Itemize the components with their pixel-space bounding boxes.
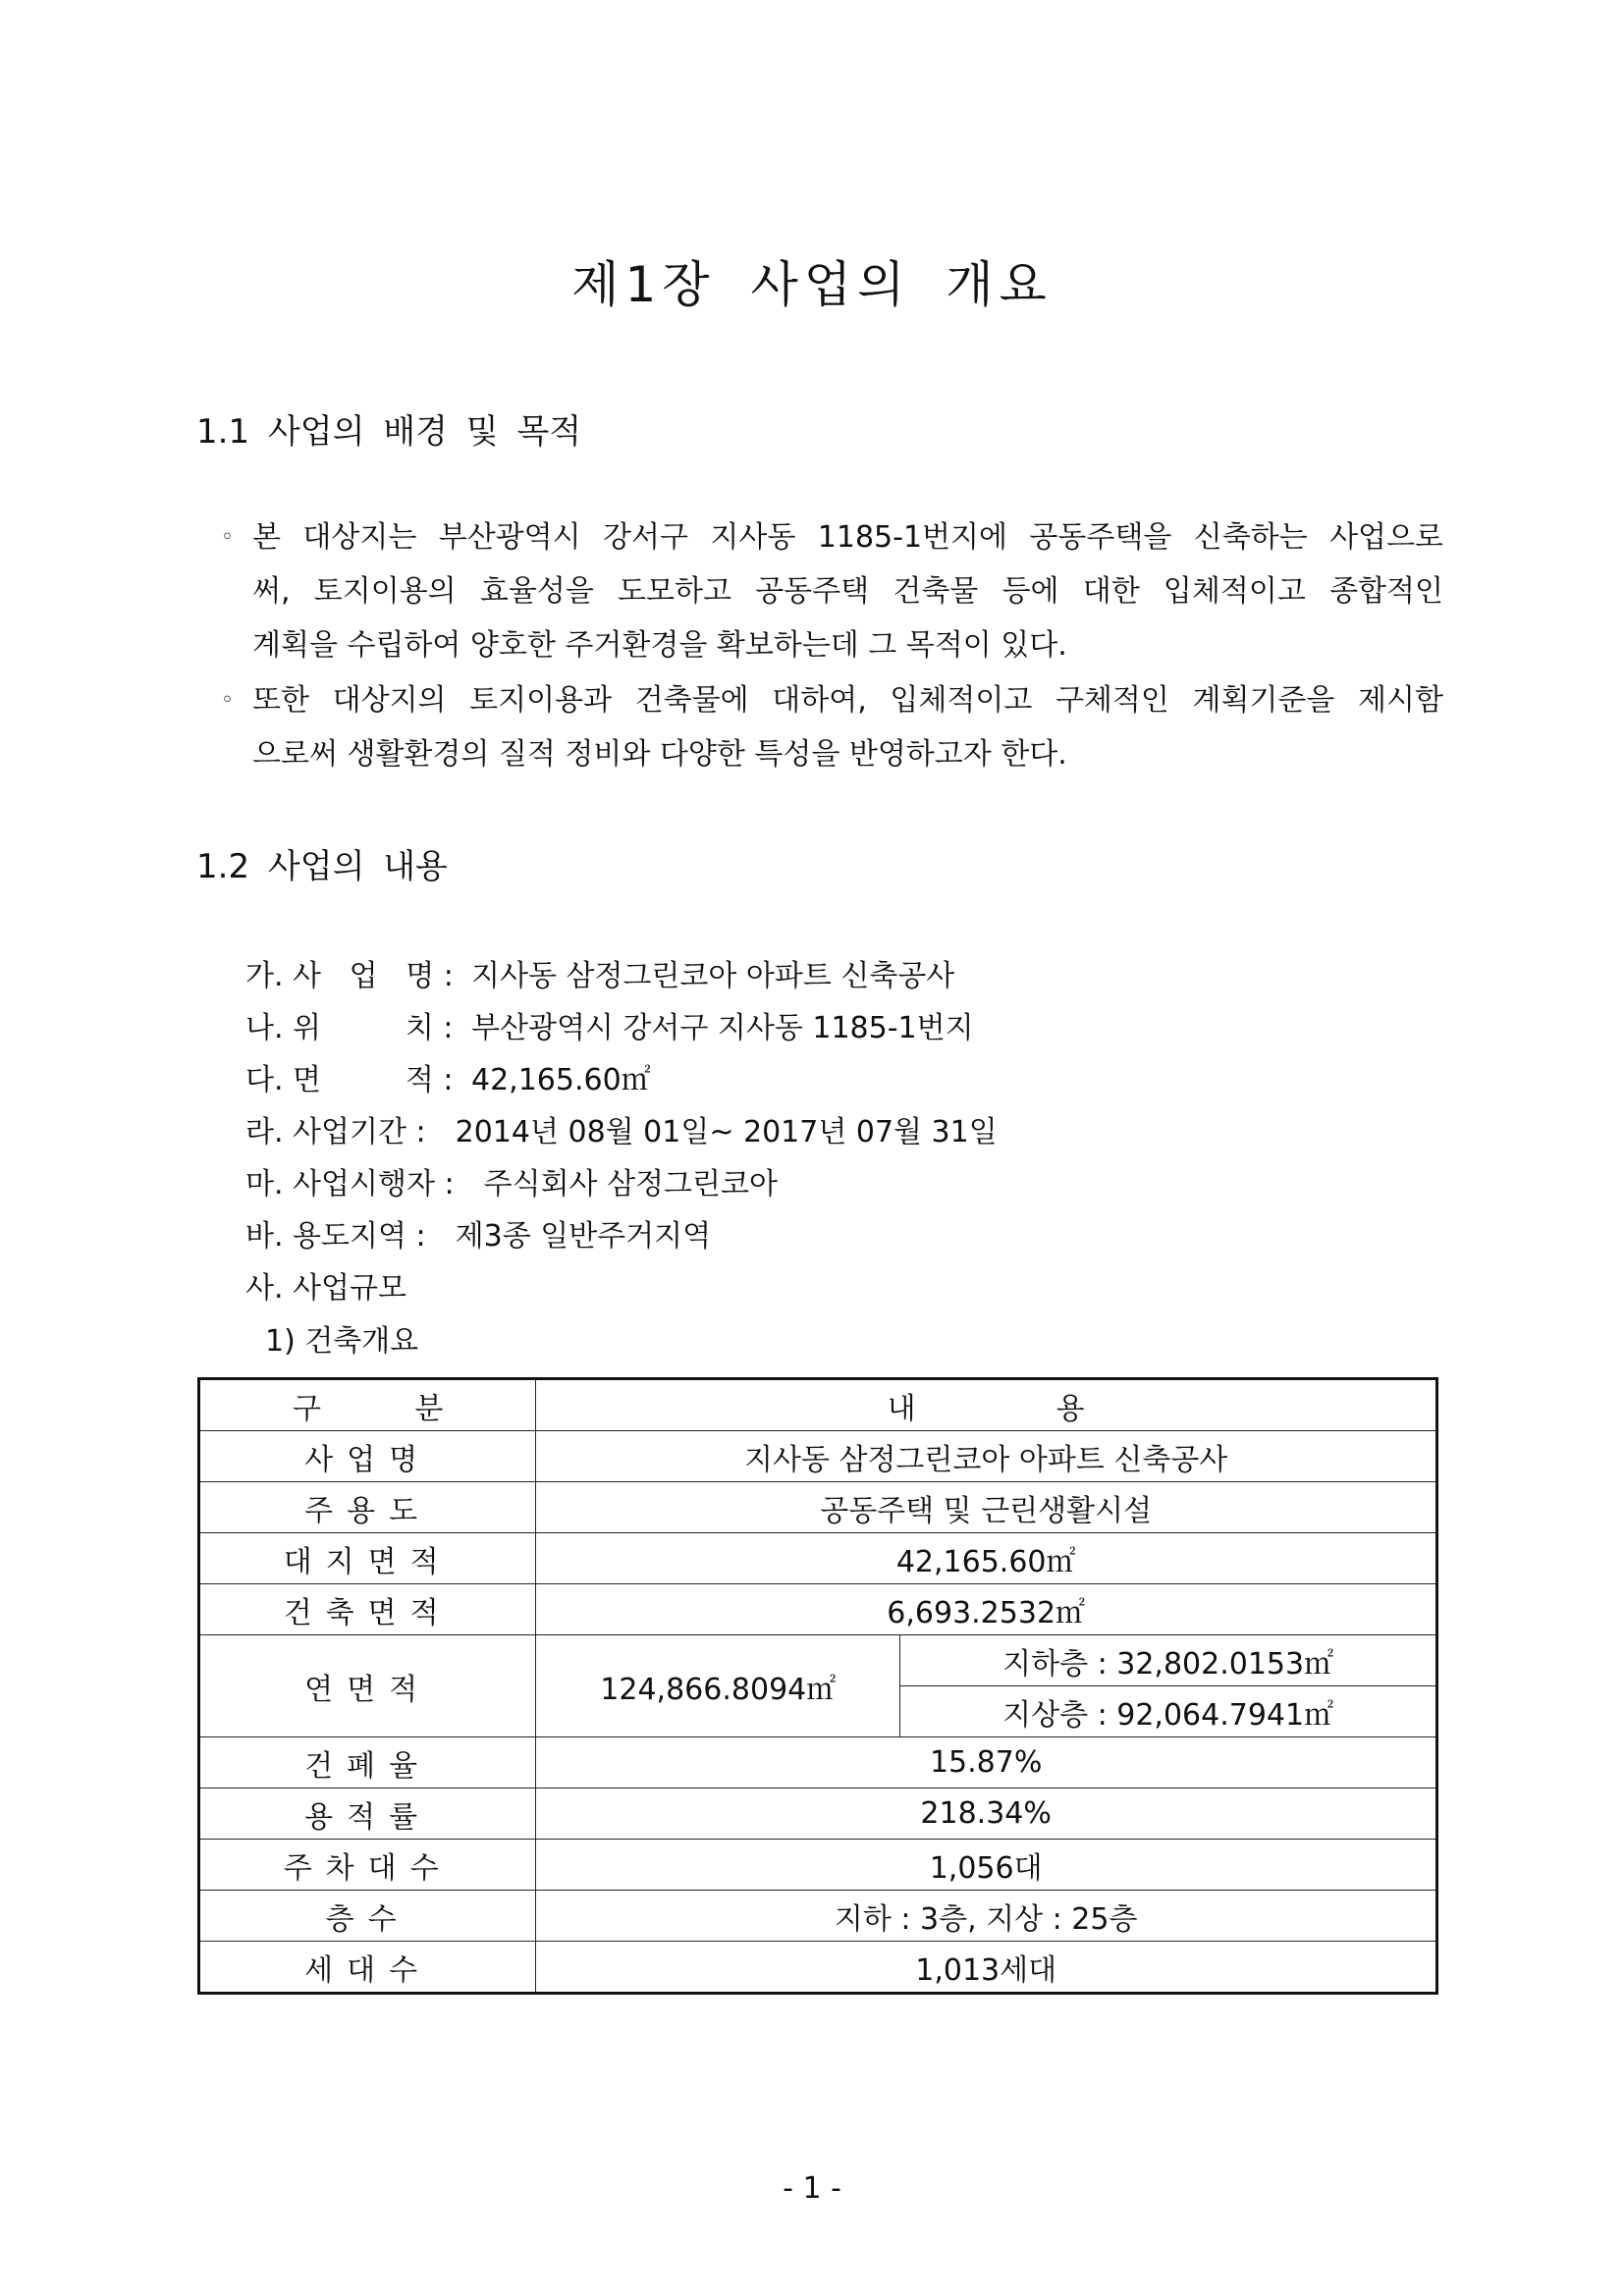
table-row — [199, 1431, 1437, 1482]
item-key: 마. 사업시행자 : — [245, 1167, 455, 1201]
row-label: 층수 — [199, 1891, 536, 1942]
table-row — [199, 1533, 1437, 1584]
paragraph-line: 써, 토지이용의 효율성을 도모하고 공동주택 건축물 등에 대한 입체적이고 종합적인 — [252, 574, 1443, 609]
page-title: 제1장 사업의 개요 — [571, 256, 1053, 313]
row-value: 218.34% — [536, 1789, 1437, 1840]
paragraph-line: 으로써 생활환경의 질적 정비와 다양한 특성을 반영하고자 한다. — [252, 737, 1067, 772]
gross-area-total: 124,866.8094㎡ — [536, 1635, 900, 1737]
item-value: 지사동 삼정그린코아 아파트 신축공사 — [471, 959, 955, 993]
item-location — [245, 1002, 998, 1054]
gross-area-underground: 지하층 : 32,802.0153㎡ — [900, 1635, 1437, 1686]
row-value: 지사동 삼정그린코아 아파트 신축공사 — [536, 1431, 1437, 1482]
row-label: 건축면적 — [199, 1584, 536, 1635]
table-row — [199, 1891, 1437, 1942]
page-number: - 1 - — [783, 2171, 841, 2206]
table-header-row — [199, 1379, 1437, 1431]
item-key: 나. 위 치 : — [245, 1011, 454, 1045]
section-heading-background: 1.1 사업의 배경 및 목적 — [196, 412, 582, 452]
table-row — [199, 1584, 1437, 1635]
item-value: 부산광역시 강서구 지사동 1185-1번지 — [471, 1011, 974, 1045]
header-category: 구 분 — [199, 1379, 536, 1431]
row-value: 42,165.60㎡ — [536, 1533, 1437, 1584]
row-value: 15.87% — [536, 1737, 1437, 1789]
row-value: 지하 : 3층, 지상 : 25층 — [536, 1891, 1437, 1942]
paragraph-text: 또한 대상지의 토지이용과 건축물에 대하여, 입체적이고 구체적인 계획기준을 제시함 — [252, 683, 1443, 718]
table-row — [199, 1635, 1437, 1686]
row-label: 용적률 — [199, 1789, 536, 1840]
table-row — [199, 1482, 1437, 1533]
paragraph-line — [221, 510, 1443, 564]
row-label: 사업명 — [199, 1431, 536, 1482]
item-period — [245, 1106, 998, 1158]
item-project-name — [245, 950, 998, 1002]
row-value: 1,013세대 — [536, 1942, 1437, 1994]
paragraph-line — [221, 673, 1443, 727]
item-key: 라. 사업기간 : — [245, 1115, 426, 1149]
item-key: 다. 면 적 : — [245, 1063, 454, 1097]
paragraph-line: 계획을 수립하여 양호한 주거환경을 확보하는데 그 목적이 있다. — [252, 628, 1067, 663]
gross-area-aboveground: 지상층 : 92,064.7941㎡ — [900, 1686, 1437, 1737]
item-value: 2014년 08월 01일~ 2017년 07월 31일 — [455, 1115, 998, 1149]
table-row — [199, 1737, 1437, 1789]
item-value: 주식회사 삼정그린코아 — [483, 1167, 778, 1201]
table-row — [199, 1789, 1437, 1840]
row-label: 대지면적 — [199, 1533, 536, 1584]
bullet-icon: ◦ — [221, 688, 234, 713]
row-value: 공동주택 및 근린생활시설 — [536, 1482, 1437, 1533]
item-key: 사. 사업규모 — [245, 1271, 406, 1306]
item-scale — [245, 1262, 998, 1314]
item-value: 제3종 일반주거지역 — [455, 1219, 712, 1254]
building-overview-table — [197, 1377, 1438, 1995]
section-heading-content: 1.2 사업의 내용 — [196, 847, 448, 886]
bullet-icon: ◦ — [221, 525, 234, 550]
row-value: 1,056대 — [536, 1840, 1437, 1891]
paragraph-text: 본 대상지는 부산광역시 강서구 지사동 1185-1번지에 공동주택을 신축하는 사업으로 — [252, 520, 1443, 555]
bullet-paragraph — [221, 510, 1443, 672]
project-item-list — [245, 950, 998, 1314]
row-label-gross-area: 연면적 — [199, 1635, 536, 1737]
item-key: 바. 용도지역 : — [245, 1219, 426, 1254]
item-value: 42,165.60㎡ — [471, 1063, 651, 1097]
table-row — [199, 1840, 1437, 1891]
table-row — [199, 1942, 1437, 1994]
header-content: 내 용 — [536, 1379, 1437, 1431]
bullet-paragraph — [221, 673, 1443, 781]
item-developer — [245, 1158, 998, 1210]
row-label: 주용도 — [199, 1482, 536, 1533]
row-value: 6,693.2532㎡ — [536, 1584, 1437, 1635]
sub-heading-building-overview: 1) 건축개요 — [265, 1324, 419, 1359]
row-label: 주차대수 — [199, 1840, 536, 1891]
item-area — [245, 1054, 998, 1106]
row-label: 세대수 — [199, 1942, 536, 1994]
row-label: 건폐율 — [199, 1737, 536, 1789]
item-key: 가. 사 업 명 : — [245, 959, 454, 993]
item-zoning — [245, 1210, 998, 1262]
